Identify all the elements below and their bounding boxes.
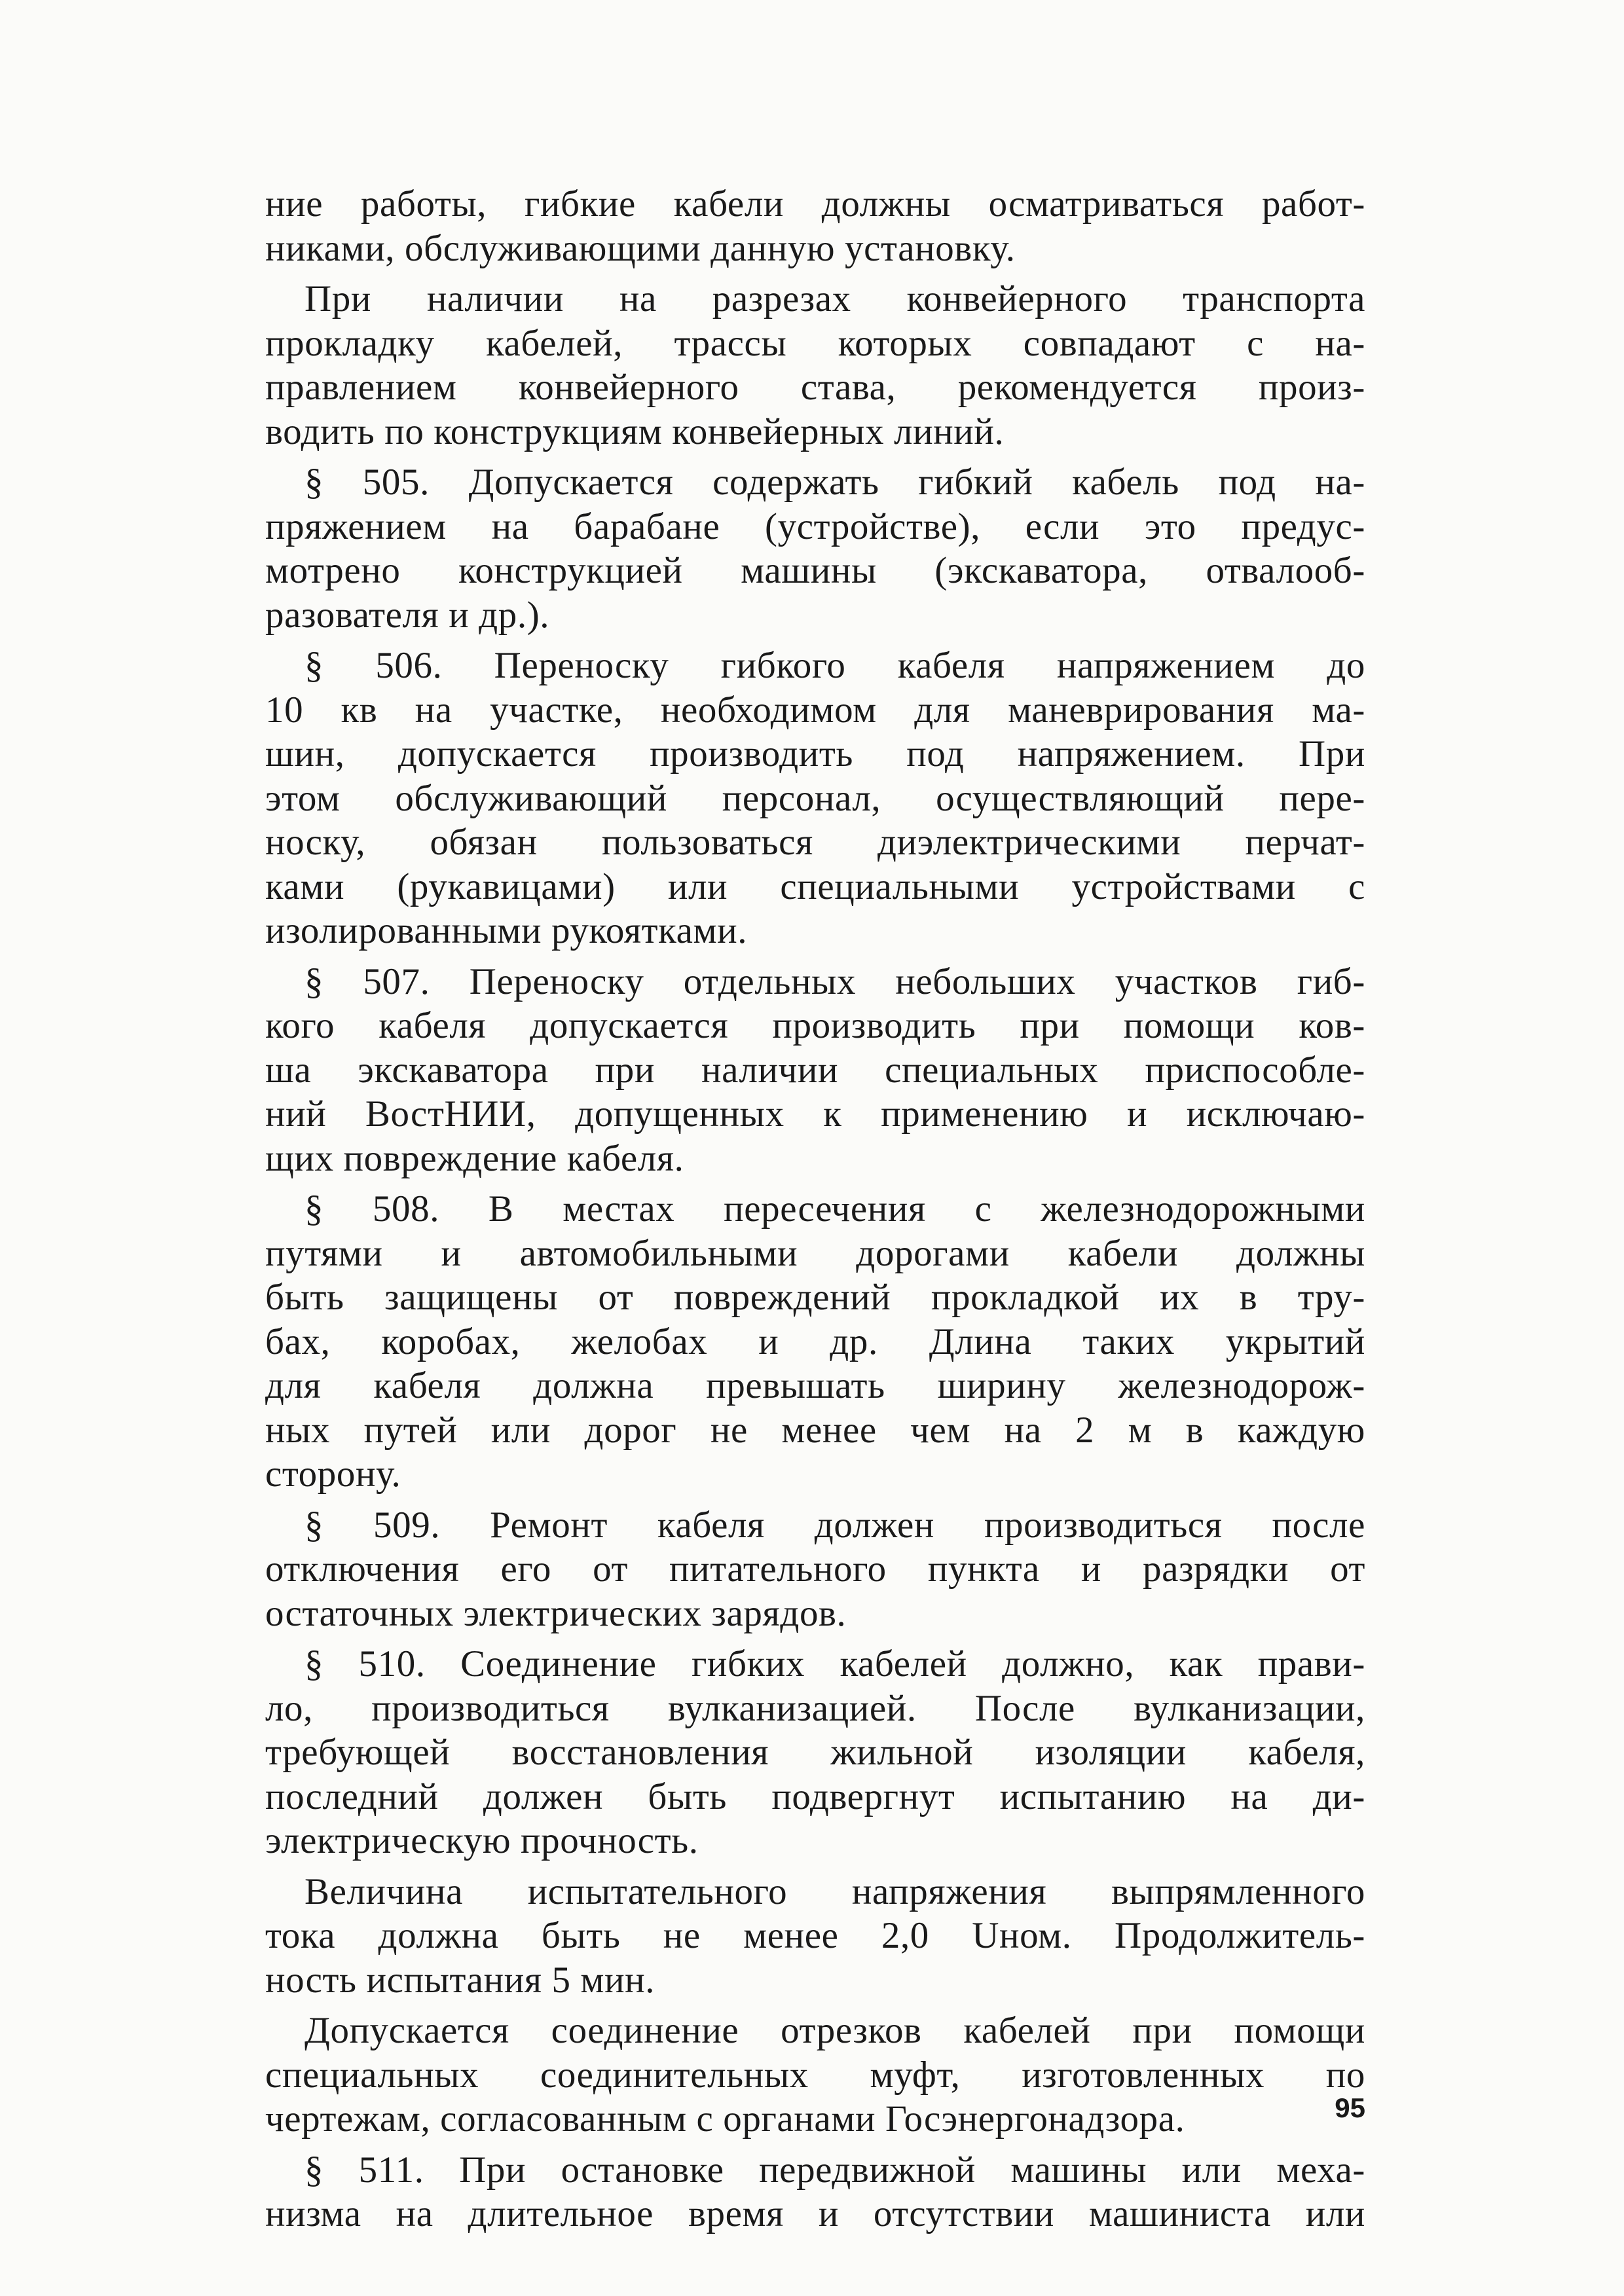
- text-line: § 511. При остановке передвижной машины или меха-: [304, 2149, 1365, 2191]
- text-line: § 505. Допускается содержать гибкий кабель под на-: [304, 462, 1365, 503]
- text-line: никами, обслуживающими данную установку.: [265, 227, 1016, 269]
- text-line: низма на длительное время и отсутствии машиниста или: [265, 2193, 1365, 2234]
- text-line: ша экскаватора при наличии специальных приспособле-: [265, 1049, 1365, 1091]
- text-line: прокладку кабелей, трассы которых совпадают с на-: [265, 322, 1365, 364]
- text-line: мотрено конструкцией машины (экскаватора, отвалооб-: [265, 550, 1365, 591]
- text-line: быть защищены от повреждений прокладкой их в тру-: [265, 1277, 1365, 1318]
- text-line: последний должен быть подвергнут испытанию на ди-: [265, 1776, 1365, 1817]
- text-line: § 506. Переноску гибкого кабеля напряжением до: [304, 645, 1365, 686]
- text-line: щих повреждение кабеля.: [265, 1137, 684, 1179]
- text-line: для кабеля должна превышать ширину железнодорож-: [265, 1365, 1365, 1406]
- text-line: тока должна быть не менее 2,0 Uном. Продолжитель-: [265, 1915, 1365, 1956]
- text-line: сторону.: [265, 1453, 401, 1495]
- text-line: специальных соединительных муфт, изготовленных по: [265, 2054, 1365, 2096]
- text-line: ло, производиться вулканизацией. После вулканизации,: [265, 1687, 1365, 1729]
- text-line: требующей восстановления жильной изоляции кабеля,: [265, 1732, 1365, 1773]
- text-line: путями и автомобильными дорогами кабели должны: [265, 1232, 1365, 1274]
- text-line: отключения его от питательного пункта и разрядки от: [265, 1548, 1365, 1590]
- page-number: 95: [1335, 2092, 1365, 2123]
- text-line: При наличии на разрезах конвейерного транспорта: [304, 278, 1365, 319]
- text-line: этом обслуживающий персонал, осуществляющий пере-: [265, 777, 1365, 819]
- text-line: 10 кв на участке, необходимом для маневрирования ма-: [265, 689, 1365, 731]
- text-line: ний ВостНИИ, допущенных к применению и исключаю-: [265, 1093, 1365, 1135]
- text-line: § 508. В местах пересечения с железнодорожными: [304, 1188, 1365, 1230]
- text-line: § 510. Соединение гибких кабелей должно, как прави-: [304, 1643, 1365, 1685]
- text-line: ние работы, гибкие кабели должны осматриваться работ-: [265, 183, 1365, 225]
- text-line: ность испытания 5 мин.: [265, 1959, 655, 2001]
- text-line: ных путей или дорог не менее чем на 2 м в каждую: [265, 1409, 1365, 1451]
- text-line: носку, обязан пользоваться диэлектрическими перчат-: [265, 822, 1365, 863]
- text-line: водить по конструкциям конвейерных линий.: [265, 410, 1005, 452]
- text-line: правлением конвейерного става, рекомендуется произ-: [265, 367, 1365, 408]
- text-line: пряжением на барабане (устройстве), если это предус-: [265, 505, 1365, 547]
- text-line: изолированными рукоятками.: [265, 910, 748, 951]
- text-line: шин, допускается производить под напряжением. При: [265, 733, 1365, 774]
- text-line: кого кабеля допускается производить при помощи ков-: [265, 1005, 1365, 1046]
- text-line: § 507. Переноску отдельных небольших участков гиб-: [304, 960, 1365, 1002]
- text-line: § 509. Ремонт кабеля должен производиться после: [304, 1504, 1365, 1546]
- text-line: разователя и др.).: [265, 594, 550, 636]
- text-line: бах, коробах, желобах и др. Длина таких укрытий: [265, 1321, 1365, 1362]
- text-line: электрическую прочность.: [265, 1820, 699, 1861]
- text-line: Допускается соединение отрезков кабелей при помощи: [304, 2010, 1365, 2051]
- text-line: ками (рукавицами) или специальными устройствами с: [265, 866, 1365, 907]
- text-line: остаточных электрических зарядов.: [265, 1592, 847, 1634]
- body-text: [265, 182, 1365, 2236]
- text-line: чертежам, согласованным с органами Госэнергонадзора.: [265, 2098, 1185, 2140]
- text-line: Величина испытательного напряжения выпрямленного: [304, 1870, 1365, 1912]
